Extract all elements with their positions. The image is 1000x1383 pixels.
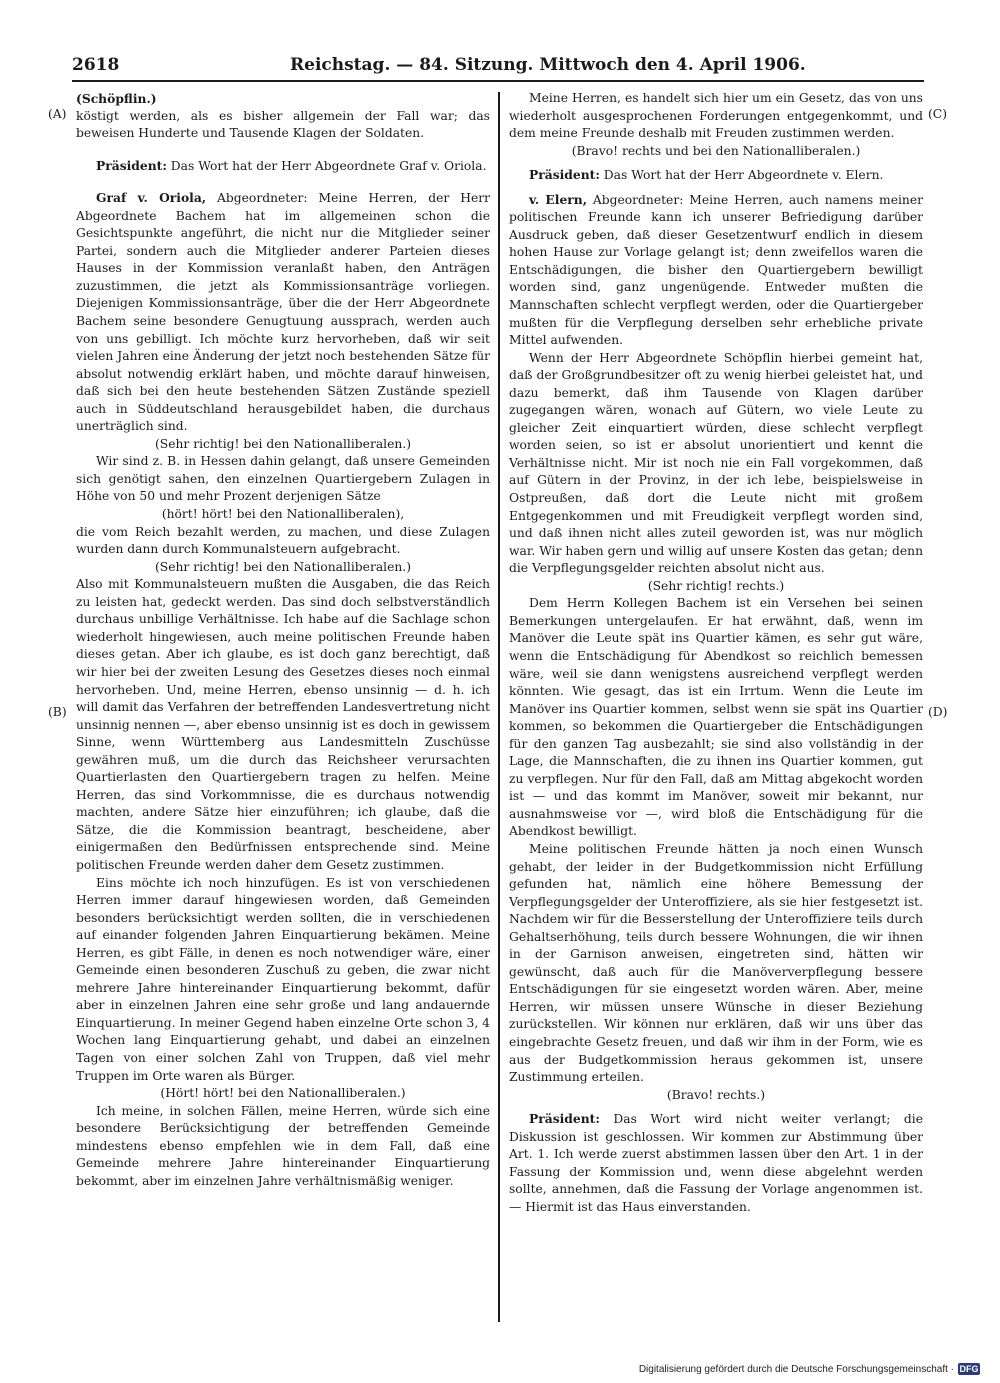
president-statement [509, 166, 923, 185]
statement-text: Das Wort hat der Herr Abgeordnete v. Elern. [599, 168, 884, 183]
dfg-logo: DFG [959, 1364, 979, 1374]
paragraph: Also mit Kommunalsteuern mußten die Ausgaben, die das Reich zu leisten hat, gedeckt werden. Das sind doch selbstverständlich durchaus unbillige Verhältnisse. Ich habe auf die Sachlage schon wiederholt hingewiesen, auch meine politischen Freunde haben dieses getan. Aber ich glaube, es ist doch ganz berechtigt, daß wir hier bei der zweiten Lesung des Gesetzes dieses noch einmal hervorheben. Und, meine Herren, ebenso unsinnig — d. h. ich will damit das Verfahren der betreffenden Landesvertretung nicht unsinnig nennen —, aber ebenso unsinnig ist es doch in gewissem Sinne, wenn Württemberg aus Landesmitteln Zuschüsse gewähren muß, um die durch das Reichsheer verursachten Quartierlasten den Quartiergebern tragen zu helfen. Meine Herren, das sind Vorkommnisse, die es durchaus notwendig machten, andere Sätze hier einzuführen; ich glaube, daß die Sätze, die die Kommission beantragt, bescheidene, aber einigermaßen den Bedürfnissen entsprechende sind. Meine politischen Freunde werden daher dem Gesetz zustimmen. [76, 577, 490, 872]
statement-text: Das Wort hat der Herr Abgeordnete Graf v. Oriola. [166, 158, 487, 173]
interjection: (Hört! hört! bei den Nationalliberalen.) [160, 1086, 406, 1101]
speech-text: Abgeordneter: Meine Herren, auch namens meiner politischen Freunde kann ich unserer Befriedigung darüber Ausdruck geben, daß dieser Gesetzentwurf endlich in diesem hohen Hause zur Vorlage gelangt ist; denn zweifellos waren die Entschädigungen, die bisher den Quartiergebern bewilligt worden sind, ganz ungenügende. Entweder mußten die Mannschaften schlecht verpflegt werden, oder die Quartiergeber mußten für die Verpflegung derselben sehr erhebliche private Mittel aufwenden. [509, 192, 923, 348]
statement-text: Das Wort wird nicht weiter verlangt; die Diskussion ist geschlossen. Wir kommen zur Abstimmung über Art. 1. Ich werde zuerst abstimmen lassen über den Art. 1 in der Fassung der Kommission und, wenn diese abgelehnt werden sollte, annehmen, daß die Fassung der Vorlage angenommen ist. — Hiermit ist das Haus einverstanden. [509, 1112, 923, 1214]
speaker-name: v. Elern, [529, 191, 587, 207]
left-column [76, 90, 490, 1190]
speaker-continuation: (Schöpflin.) [76, 91, 157, 106]
margin-mark-c: (C) [928, 107, 948, 121]
interjection: (Bravo! rechts und bei den Nationalliberalen.) [571, 143, 861, 158]
interjection: (Sehr richtig! bei den Nationalliberalen.) [154, 436, 411, 451]
paragraph: köstigt werden, als es bisher allgemein der Fall war; das beweisen Hunderte und Tausende Klagen der Soldaten. [76, 108, 490, 141]
speech-opening [509, 191, 923, 350]
running-title: Reichstag. — 84. Sitzung. Mittwoch den 4. April 1906. [290, 55, 806, 75]
speaker-label: Präsident: [96, 157, 167, 173]
paragraph: Meine politischen Freunde hätten ja noch einen Wunsch gehabt, der leider in der Budgetkommission nicht Erfüllung gefunden hat, nämlich eine höhere Bemessung der Verpflegungsgelder der Unteroffiziere, als sie hier festgesetzt ist. Nachdem wir für die Besserstellung der Unteroffiziere teils durch Gehaltserhöhung, teils durch bessere Wohnungen, die wir ihnen in der Garnison anweisen, eingetreten sind, hätten wir gewünscht, daß auch für die Manöververpflegung bessere Entschädigungen für sie eingesetzt worden wären. Aber, meine Herren, wir müssen unsere Wünsche in dieser Beziehung zurückstellen. Wir können nur erklären, daß wir uns über das eingebrachte Gesetz freuen, und daß wir ihm in der Form, wie es aus der Budgetkommission heraus gekommen ist, unsere Zustimmung erteilen. [509, 841, 923, 1085]
interjection: (Bravo! rechts.) [666, 1087, 766, 1102]
header-rule [72, 80, 924, 82]
president-statement [76, 157, 490, 176]
page-number: 2618 [72, 55, 120, 75]
footer-credit [639, 1363, 980, 1375]
interjection: (Sehr richtig! rechts.) [647, 578, 785, 593]
speech-opening [76, 189, 490, 436]
paragraph: Dem Herrn Kollegen Bachem ist ein Versehen bei seinen Bemerkungen untergelaufen. Er hat erwähnt, daß, wenn im Manöver die Leute spät ins Quartier kämen, es sehr gut wäre, wenn die Entschädigung für Abendkost so reichlich bemessen wäre, weil sie dann wenigstens ausreichend verpflegt werden könnten. Wie gesagt, das ist ein Irrtum. Wenn die Leute im Manöver ins Quartier kommen, selbst wenn sie spät ins Quartier kommen, so bekommen die Quartiergeber die Entschädigungen für den ganzen Tag ausbezahlt; sie sind also vollständig in der Lage, die Mannschaften, die zu ihnen ins Quartier kommen, gut zu verpflegen. Nur für den Fall, daß am Mittag abgekocht worden ist — und das kommt im Manöver, soweit mir bekannt, nur ausnahmsweise vor —, wird bloß die Entschädigung für die Abendkost bewilligt. [509, 596, 923, 839]
speaker-label: Präsident: [529, 1111, 600, 1127]
margin-mark-b: (B) [48, 705, 67, 719]
paragraph: Wir sind z. B. in Hessen dahin gelangt, daß unsere Gemeinden sich genötigt sahen, den einzelnen Quartiergebern Zulagen in Höhe von 50 und mehr Prozent derjenigen Sätze [76, 454, 490, 504]
speech-text: Abgeordneter: Meine Herren, der Herr Abgeordnete Bachem hat im allgemeinen schon die Gesichtspunkte angeführt, die nicht nur die Mitglieder seiner Partei, sondern auch die Mitglieder anderer Parteien dieses Hauses in der Kommission veranlaßt haben, den Anträgen zuzustimmen, die jetzt als Kommissionsanträge vorliegen. Diejenigen Kommissionsanträge, über die der Herr Abgeordnete Bachem seine besondere Genugtuung aussprach, werden auch von uns gebilligt. Ich möchte kurz hervorheben, daß wir seit vielen Jahren eine Änderung der jetzt noch bestehenden Sätze für absolut notwendig erklärt haben, und möchte darauf hinweisen, daß sich bei den heute bestehenden Sätzen Zustände speziell auch in Süddeutschland herausgebildet haben, die durchaus unerträglich sind. [76, 191, 490, 434]
speaker-label: Präsident: [529, 167, 600, 183]
right-column [509, 90, 923, 1216]
paragraph: Eins möchte ich noch hinzufügen. Es ist von verschiedenen Herren immer darauf hingewiesen worden, daß Gemeinden besonders berücksichtigt werden sollten, die in verschiedenen auf einander folgenden Jahren Einquartierung bekämen. Meine Herren, es gibt Fälle, in denen es noch notwendiger wäre, einer Gemeinde einen besonderen Zuschuß zu geben, die zwar nicht mehrere Jahre hintereinander Einquartierung bekommt, dafür aber in einzelnen Jahren eine sehr große und lang andauernde Einquartierung. In meiner Gegend haben einzelne Orte schon 3, 4 Wochen lang Einquartierung gehabt, und dabei an einzelnen Tagen von einer solchen Zahl von Truppen, daß viel mehr Truppen im Orte waren als Bürger. [76, 875, 490, 1083]
page-header [72, 55, 924, 77]
paragraph: Ich meine, in solchen Fällen, meine Herren, würde sich eine besondere Berücksichtigung der betreffenden Gemeinde mindestens ebenso empfehlen wie in dem Fall, daß eine Gemeinde mehrere Jahre hintereinander Einquartierung bekommt, aber im einzelnen Jahre verhältnismäßig weniger. [76, 1103, 490, 1188]
margin-mark-d: (D) [928, 705, 948, 719]
margin-mark-a: (A) [48, 107, 67, 121]
column-divider [498, 92, 500, 1322]
paragraph: Meine Herren, es handelt sich hier um ein Gesetz, das von uns wiederholt ausgesprochenen Forderungen entgegenkommt, und dem meine Freunde deshalb mit Freuden zustimmen werden. [509, 91, 923, 141]
paragraph: Wenn der Herr Abgeordnete Schöpflin hierbei gemeint hat, daß der Großgrundbesitzer oft zu wenig hierbei geleistet hat, und dazu bemerkt, daß ihm Tausende von Klagen darüber zugegangen wären, wonach auf Gütern, wo viele Leute zu gleicher Zeit einquartiert würden, diese schlecht verpflegt worden seien, so ist er absolut unorientiert und kennt die Verhältnisse nicht. Mir ist noch nie ein Fall vorgekommen, daß auf Gütern in der Provinz, in der ich lebe, beispielsweise in Ostpreußen, daß dort die Leute nicht mit großem Entgegenkommen und mit Freudigkeit verpflegt worden sind, und daß ihnen nicht alles zuteil geworden ist, was nur möglich war. Wir haben gern und willig auf unsere Kosten das getan; denn die Verpflegungsgelder reichten absolut nicht aus. [509, 350, 923, 576]
president-statement [509, 1110, 923, 1216]
footer-text: Digitalisierung gefördert durch die Deutsche Forschungsgemeinschaft · [638, 1363, 954, 1375]
interjection: (hört! hört! bei den Nationalliberalen), [161, 507, 405, 522]
speaker-name: Graf v. Oriola, [96, 190, 207, 206]
interjection: (Sehr richtig! bei den Nationalliberalen.) [154, 559, 411, 574]
paragraph: die vom Reich bezahlt werden, zu machen, und diese Zulagen wurden dann durch Kommunalsteuern aufgebracht. [76, 524, 490, 557]
